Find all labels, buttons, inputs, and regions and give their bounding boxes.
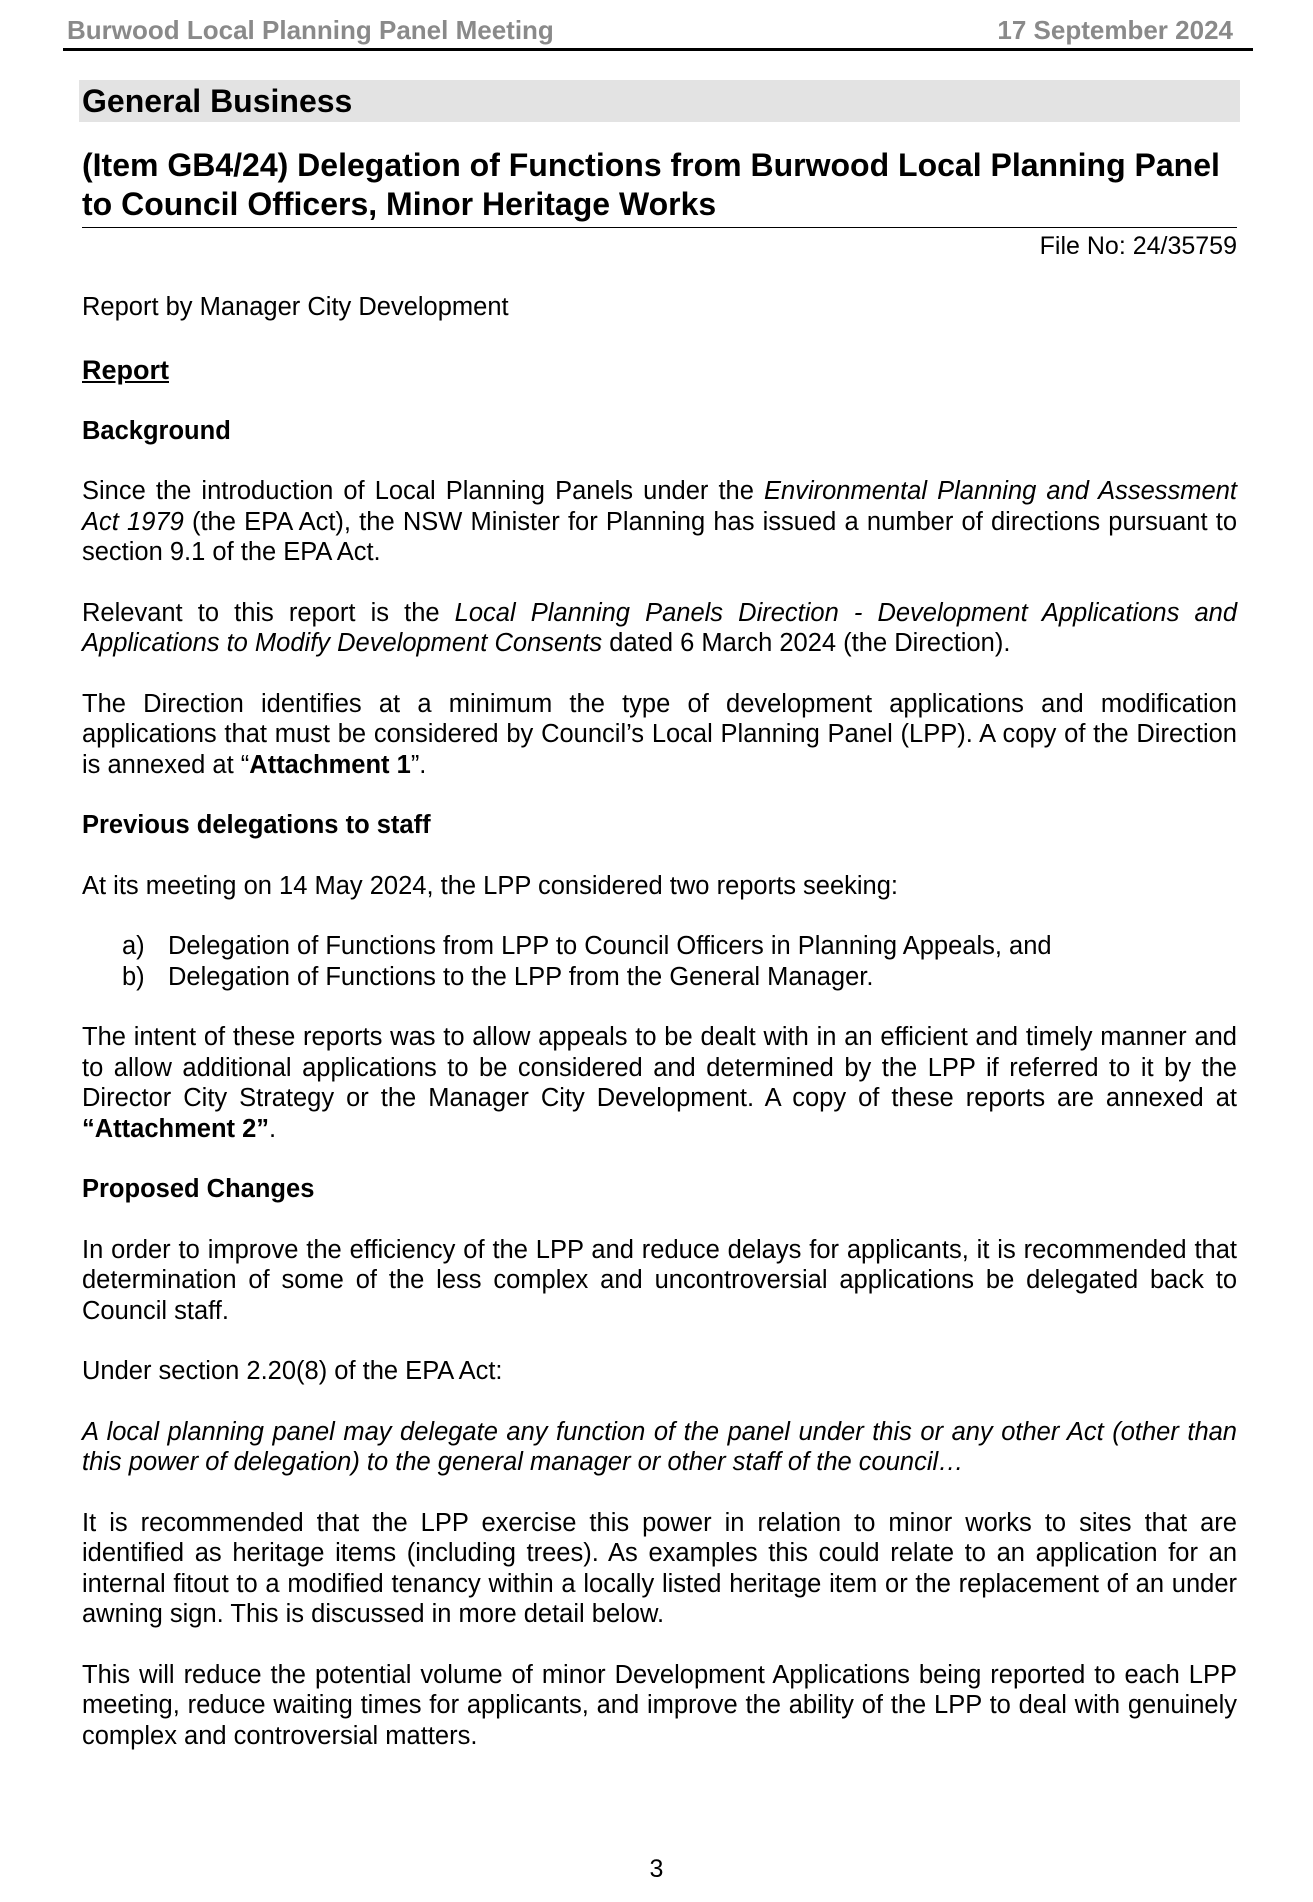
report-heading: Report <box>82 354 169 385</box>
meeting-date: 17 September 2024 <box>997 15 1233 45</box>
proposed-paragraph-4: This will reduce the potential volume of minor Development Applications being reported to each LPP meeting, reduce waiting times for applicants, and improve the ability of the LPP to deal with genuinely complex and controversial matters. <box>82 1660 1237 1750</box>
document-body <box>82 80 1237 1751</box>
page-header <box>63 10 1253 51</box>
file-number: File No: 24/35759 <box>1039 232 1237 260</box>
background-heading: Background <box>82 416 231 445</box>
previous-delegations-intro: At its meeting on 14 May 2024, the LPP considered two reports seeking: <box>82 871 898 900</box>
background-paragraph-2: Relevant to this report is the Local Planning Panels Direction - Development Applications and Applications to Modify Development Consents dated 6 March 2024 (the Direction). <box>82 598 1237 657</box>
section-title: General Business <box>79 80 1240 122</box>
meeting-name: Burwood Local Planning Panel Meeting <box>67 15 554 45</box>
proposed-paragraph-2: Under section 2.20(8) of the EPA Act: <box>82 1357 503 1385</box>
report-author: Report by Manager City Development <box>82 293 509 321</box>
list-item: b) Delegation of Functions to the LPP from the General Manager. <box>122 962 874 991</box>
background-paragraph-1: Since the introduction of Local Planning Panels under the Environmental Planning and Assessment Act 1979 (the EPA Act), the NSW Minister for Planning has issued a number of directions pursuant to section 9.1 of the EPA Act. <box>82 477 1237 566</box>
legislation-quote: A local planning panel may delegate any function of the panel under this or any other Act (other than this power of delegation) to the general manager or other staff of the council… <box>82 1417 1237 1476</box>
previous-delegations-heading: Previous delegations to staff <box>82 811 431 839</box>
reports-list <box>122 931 1237 992</box>
page-number: 3 <box>649 1855 664 1883</box>
item-title: (Item GB4/24) Delegation of Functions from Burwood Local Planning Panel to Council Officers, Minor Heritage Works <box>82 146 1237 228</box>
previous-delegations-paragraph: The intent of these reports was to allow appeals to be dealt with in an efficient and timely manner and to allow additional applications to be considered and determined by the LPP if referred to it by the Director City Strategy or the Manager City Development. A copy of these reports are annexed at “Attachment 2”. <box>82 1023 1237 1143</box>
list-item: a) Delegation of Functions from LPP to Council Officers in Planning Appeals, and <box>122 932 1052 960</box>
proposed-changes-heading: Proposed Changes <box>82 1175 315 1203</box>
background-paragraph-3: The Direction identifies at a minimum the type of development applications and modification applications that must be considered by Council’s Local Planning Panel (LPP). A copy of the Direction is annexed at “Attachment 1”. <box>82 689 1237 779</box>
proposed-paragraph-3: It is recommended that the LPP exercise this power in relation to minor works to sites that are identified as heritage items (including trees). As examples this could relate to an application for an internal fitout to a modified tenancy within a locally listed heritage item or the replacement of an under awning sign. This is discussed in more detail below. <box>82 1508 1237 1628</box>
proposed-paragraph-1: In order to improve the efficiency of the LPP and reduce delays for applicants, it is recommended that determination of some of the less complex and uncontroversial applications be delegated back to Council staff. <box>82 1235 1237 1325</box>
